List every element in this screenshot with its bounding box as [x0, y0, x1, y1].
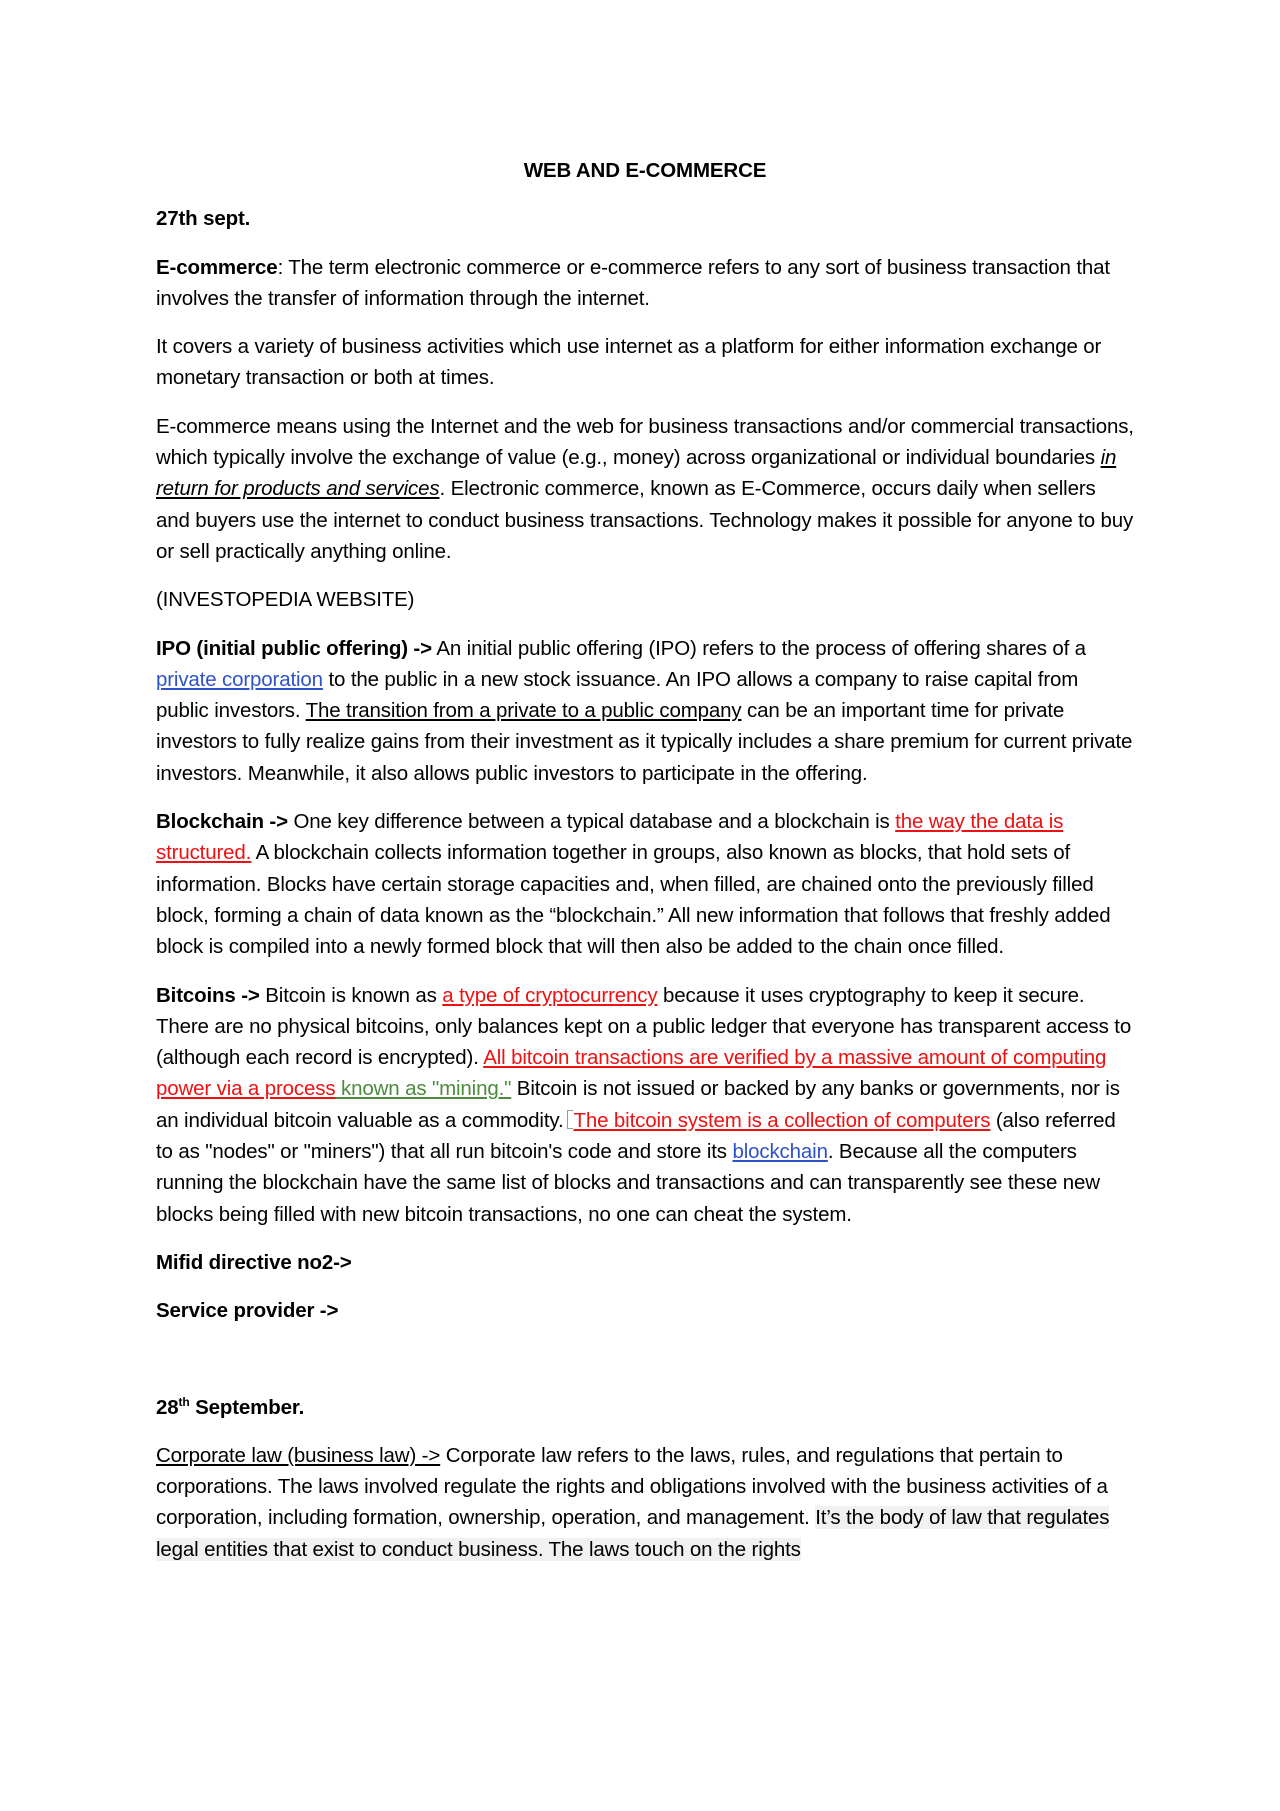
text-segment: An initial public offering (IPO) refers to the process of offering shares of a [431, 636, 1086, 660]
term-ipo: IPO (initial public offering) -> [156, 636, 432, 660]
text-segment: because it uses cryptography to keep it secure. There are no physical bitcoins, only balances kept on a public ledger that everyone has transparent access to (although each record is encrypted). [156, 983, 1132, 1070]
highlight-data-structured: the way the data is structured. [156, 810, 1064, 865]
highlight-mining: known as "mining." [335, 1077, 512, 1101]
emphasis-products-services: in return for products and services [156, 446, 1117, 501]
paragraph-business-activities: It covers a variety of business activities which use internet as a platform for either information exchange or monetary transaction or both at times. [156, 335, 1102, 390]
link-private-corporation[interactable]: private corporation [156, 667, 323, 691]
paragraph-corporate-law [156, 1440, 1134, 1565]
text-segment: can be an important time for private investors to fully realize gains from their investment as it typically includes a share premium for current private investors. Meanwhile, it also allows public investors to participate in the offering. [156, 699, 1133, 785]
footnote-marker-icon [567, 1110, 573, 1129]
term-blockchain: Blockchain -> [156, 810, 288, 834]
link-blockchain[interactable]: blockchain [732, 1140, 828, 1164]
document-title: WEB AND E-COMMERCE [523, 159, 767, 182]
term-bitcoins: Bitcoins -> [156, 983, 260, 1007]
paragraph-ipo [156, 633, 1134, 789]
paragraph-ecommerce-definition [156, 252, 1134, 315]
paragraph-bitcoins [156, 980, 1134, 1230]
shaded-text: It’s the body of law that regulates legal entities that exist to conduct business. The laws touch on the rights [156, 1506, 1110, 1561]
underlined-transition: The transition from a private to a public company [305, 699, 742, 723]
date-heading-28-september [156, 1392, 1134, 1423]
date-text [156, 1396, 304, 1419]
date-month: September. [189, 1395, 305, 1419]
paragraph-ecommerce-meaning [156, 411, 1134, 567]
term-ecommerce: E-commerce [156, 255, 278, 279]
highlight-bitcoin-system: The bitcoin system is a collection of computers [573, 1108, 991, 1132]
text-segment: . Electronic commerce, known as E-Commerce, occurs daily when sellers and buyers use the internet to conduct business transactions. Technology makes it possible for anyone to buy or sell practically anything online. [156, 477, 1134, 563]
text-segment: E-commerce means using the Internet and the web for business transactions and/or commercial transactions, which typically involve the exchange of value (e.g., money) across organizational or individual boundaries [156, 414, 1134, 470]
text-segment: . Because all the computers running the blockchain have the same list of blocks and transactions and can transparently see these new blocks being filled with new bitcoin transactions, no one can cheat the system. [156, 1140, 1100, 1226]
date-text: 27th sept. [156, 207, 251, 231]
term-corporate-law: Corporate law (business law) -> [156, 1443, 441, 1467]
ecommerce-definition: : The term electronic commerce or e-commerce refers to any sort of business transaction that involves the transfer of information through the internet. [156, 255, 1110, 310]
date-ordinal: th [178, 1394, 190, 1409]
paragraph-blockchain [156, 806, 1134, 962]
text-segment: Corporate law refers to the laws, rules, and regulations that pertain to corporations. The laws involved regulate the rights and obligations involved with the business activities of a corporation, including formation, ownership, operation, and management. [156, 1443, 1108, 1530]
text-segment: Bitcoin is not issued or backed by any banks or governments, nor is an individual bitcoin valuable as a commodity. [156, 1077, 1120, 1132]
text-segment: A blockchain collects information together in groups, also known as blocks, that hold sets of information. Blocks have certain storage capacities and, when filled, are chained onto the previously filled block, forming a chain of data known as the “blockchain.” All new information that follows that freshly added block is compiled into a newly formed block that will then also be added to the chain once filled. [156, 841, 1111, 959]
text-segment: One key difference between a typical database and a blockchain is [287, 810, 896, 834]
text-segment: (also referred to as "nodes" or "miners") that all run bitcoin's code and store its [156, 1108, 1116, 1164]
source-note: (INVESTOPEDIA WEBSITE) [156, 588, 415, 612]
document-body [156, 155, 1134, 1582]
term-mifid: Mifid directive no2-> [156, 1250, 352, 1274]
highlight-cryptocurrency: a type of cryptocurrency [442, 983, 658, 1007]
highlight-transactions-verified: All bitcoin transactions are verified by a massive amount of computing power via a process [156, 1046, 1107, 1101]
text-segment: Bitcoin is known as [259, 983, 443, 1007]
date-day: 28 [156, 1395, 179, 1419]
heading-service-provider [156, 1295, 1134, 1326]
text-segment: to the public in a new stock issuance. An IPO allows a company to raise capital from public investors. [156, 667, 1079, 723]
term-service-provider: Service provider -> [156, 1299, 339, 1323]
date-heading-27-sept [156, 203, 1134, 234]
heading-mifid [156, 1247, 1134, 1278]
blank-line [156, 1344, 1134, 1392]
